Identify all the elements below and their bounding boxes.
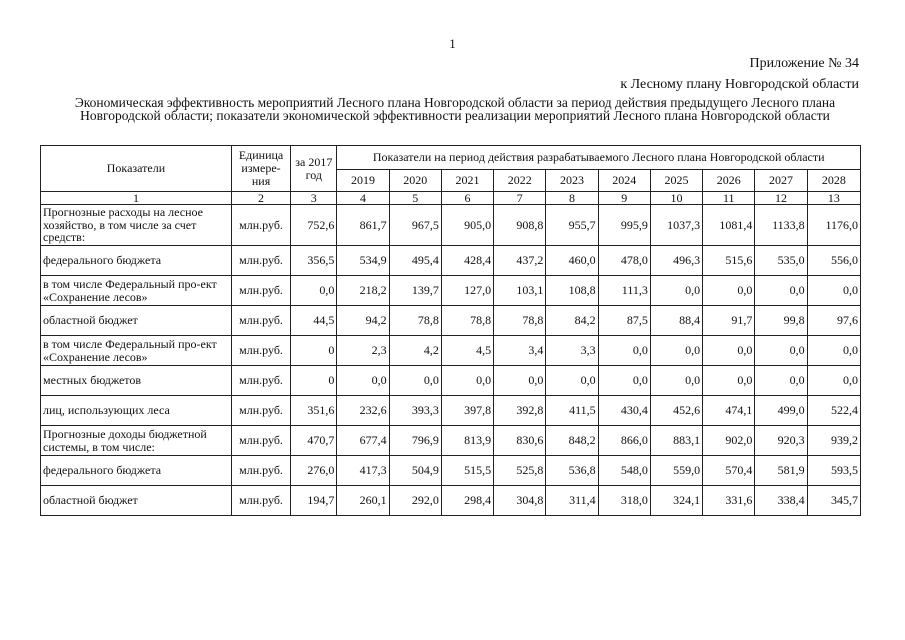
row-label: Прогнозные расходы на лесное хозяйство, в том числе за счет средств: — [41, 205, 232, 246]
value-cell: 902,0 — [703, 426, 755, 456]
value-cell: 535,0 — [755, 246, 807, 276]
value-cell: 298,4 — [441, 486, 493, 516]
row-unit: млн.руб. — [231, 426, 290, 456]
header-year: 2021 — [441, 170, 493, 192]
table-row — [41, 396, 861, 426]
column-number: 12 — [755, 192, 807, 205]
value-cell: 393,3 — [389, 396, 441, 426]
header-indicators: Показатели — [41, 146, 232, 192]
value-cell: 232,6 — [337, 396, 389, 426]
efficiency-table — [40, 145, 861, 516]
column-number: 7 — [494, 192, 546, 205]
value-cell: 428,4 — [441, 246, 493, 276]
value-cell: 356,5 — [291, 246, 337, 276]
value-cell: 525,8 — [494, 456, 546, 486]
column-number: 11 — [703, 192, 755, 205]
header-year: 2025 — [650, 170, 702, 192]
column-number: 1 — [41, 192, 232, 205]
value-cell: 0,0 — [755, 276, 807, 306]
value-cell: 3,3 — [546, 336, 598, 366]
header-year: 2020 — [389, 170, 441, 192]
header-2017: за 2017 год — [291, 146, 337, 192]
value-cell: 87,5 — [598, 306, 650, 336]
column-number: 4 — [337, 192, 389, 205]
value-cell: 495,4 — [389, 246, 441, 276]
value-cell: 955,7 — [546, 205, 598, 246]
column-number: 5 — [389, 192, 441, 205]
header-year: 2027 — [755, 170, 807, 192]
header-year: 2019 — [337, 170, 389, 192]
value-cell: 324,1 — [650, 486, 702, 516]
value-cell: 0,0 — [703, 336, 755, 366]
value-cell: 99,8 — [755, 306, 807, 336]
value-cell: 920,3 — [755, 426, 807, 456]
value-cell: 1176,0 — [807, 205, 860, 246]
table-row — [41, 276, 861, 306]
value-cell: 1133,8 — [755, 205, 807, 246]
value-cell: 515,5 — [441, 456, 493, 486]
row-unit: млн.руб. — [231, 336, 290, 366]
value-cell: 515,6 — [703, 246, 755, 276]
value-cell: 0,0 — [807, 276, 860, 306]
value-cell: 4,5 — [441, 336, 493, 366]
row-unit: млн.руб. — [231, 456, 290, 486]
row-unit: млн.руб. — [231, 306, 290, 336]
value-cell: 1037,3 — [650, 205, 702, 246]
row-unit: млн.руб. — [231, 205, 290, 246]
value-cell: 570,4 — [703, 456, 755, 486]
value-cell: 813,9 — [441, 426, 493, 456]
value-cell: 304,8 — [494, 486, 546, 516]
value-cell: 437,2 — [494, 246, 546, 276]
value-cell: 0,0 — [494, 366, 546, 396]
value-cell: 292,0 — [389, 486, 441, 516]
header-year: 2023 — [546, 170, 598, 192]
value-cell: 848,2 — [546, 426, 598, 456]
value-cell: 78,8 — [494, 306, 546, 336]
value-cell: 94,2 — [337, 306, 389, 336]
appendix-number: Приложение № 34 — [749, 56, 859, 71]
value-cell: 260,1 — [337, 486, 389, 516]
column-number: 2 — [231, 192, 290, 205]
value-cell: 417,3 — [337, 456, 389, 486]
value-cell: 0,0 — [598, 336, 650, 366]
value-cell: 311,4 — [546, 486, 598, 516]
value-cell: 478,0 — [598, 246, 650, 276]
value-cell: 752,6 — [291, 205, 337, 246]
header-period: Показатели на период действия разрабатываемого Лесного плана Новгородской области — [337, 146, 861, 170]
value-cell: 0,0 — [807, 336, 860, 366]
value-cell: 276,0 — [291, 456, 337, 486]
value-cell: 866,0 — [598, 426, 650, 456]
value-cell: 318,0 — [598, 486, 650, 516]
value-cell: 78,8 — [441, 306, 493, 336]
table-row — [41, 366, 861, 396]
row-label: федерального бюджета — [41, 246, 232, 276]
value-cell: 2,3 — [337, 336, 389, 366]
column-number: 13 — [807, 192, 860, 205]
column-number: 8 — [546, 192, 598, 205]
value-cell: 995,9 — [598, 205, 650, 246]
row-label: в том числе Федеральный про-ект «Сохранение лесов» — [41, 336, 232, 366]
value-cell: 0,0 — [755, 366, 807, 396]
row-label: областной бюджет — [41, 306, 232, 336]
value-cell: 351,6 — [291, 396, 337, 426]
value-cell: 411,5 — [546, 396, 598, 426]
value-cell: 677,4 — [337, 426, 389, 456]
value-cell: 345,7 — [807, 486, 860, 516]
value-cell: 534,9 — [337, 246, 389, 276]
header-year: 2026 — [703, 170, 755, 192]
value-cell: 88,4 — [650, 306, 702, 336]
value-cell: 84,2 — [546, 306, 598, 336]
value-cell: 0,0 — [337, 366, 389, 396]
row-unit: млн.руб. — [231, 366, 290, 396]
value-cell: 397,8 — [441, 396, 493, 426]
value-cell: 522,4 — [807, 396, 860, 426]
value-cell: 0,0 — [703, 366, 755, 396]
value-cell: 430,4 — [598, 396, 650, 426]
value-cell: 0 — [291, 336, 337, 366]
value-cell: 548,0 — [598, 456, 650, 486]
value-cell: 44,5 — [291, 306, 337, 336]
table-row — [41, 205, 861, 246]
value-cell: 0,0 — [598, 366, 650, 396]
value-cell: 0,0 — [650, 336, 702, 366]
value-cell: 967,5 — [389, 205, 441, 246]
value-cell: 103,1 — [494, 276, 546, 306]
value-cell: 504,9 — [389, 456, 441, 486]
value-cell: 593,5 — [807, 456, 860, 486]
value-cell: 581,9 — [755, 456, 807, 486]
table-row — [41, 486, 861, 516]
column-number: 10 — [650, 192, 702, 205]
value-cell: 0,0 — [703, 276, 755, 306]
value-cell: 0,0 — [650, 366, 702, 396]
value-cell: 331,6 — [703, 486, 755, 516]
value-cell: 536,8 — [546, 456, 598, 486]
row-unit: млн.руб. — [231, 486, 290, 516]
value-cell: 460,0 — [546, 246, 598, 276]
column-number: 9 — [598, 192, 650, 205]
value-cell: 499,0 — [755, 396, 807, 426]
document-title: Экономическая эффективность мероприятий Лесного плана Новгородской области за период действия предыдущего Лесного плана Новгородской области; показатели экономической эффективности реализации мероприятий Лесного плана Новгородской области — [74, 95, 836, 123]
row-label: лиц, использующих леса — [41, 396, 232, 426]
row-unit: млн.руб. — [231, 396, 290, 426]
value-cell: 139,7 — [389, 276, 441, 306]
column-number: 6 — [441, 192, 493, 205]
value-cell: 939,2 — [807, 426, 860, 456]
value-cell: 556,0 — [807, 246, 860, 276]
table-row — [41, 456, 861, 486]
value-cell: 392,8 — [494, 396, 546, 426]
value-cell: 559,0 — [650, 456, 702, 486]
value-cell: 474,1 — [703, 396, 755, 426]
value-cell: 78,8 — [389, 306, 441, 336]
value-cell: 97,6 — [807, 306, 860, 336]
value-cell: 0,0 — [807, 366, 860, 396]
value-cell: 111,3 — [598, 276, 650, 306]
value-cell: 0,0 — [291, 276, 337, 306]
value-cell: 4,2 — [389, 336, 441, 366]
value-cell: 127,0 — [441, 276, 493, 306]
header-unit: Единица измере-ния — [231, 146, 290, 192]
value-cell: 0,0 — [389, 366, 441, 396]
value-cell: 908,8 — [494, 205, 546, 246]
row-label: Прогнозные доходы бюджетной системы, в том числе: — [41, 426, 232, 456]
row-unit: млн.руб. — [231, 276, 290, 306]
value-cell: 338,4 — [755, 486, 807, 516]
header-year: 2028 — [807, 170, 860, 192]
row-label: федерального бюджета — [41, 456, 232, 486]
value-cell: 470,7 — [291, 426, 337, 456]
value-cell: 0,0 — [755, 336, 807, 366]
value-cell: 0,0 — [546, 366, 598, 396]
value-cell: 496,3 — [650, 246, 702, 276]
value-cell: 108,8 — [546, 276, 598, 306]
value-cell: 194,7 — [291, 486, 337, 516]
page-number: 1 — [449, 36, 456, 51]
row-label: областной бюджет — [41, 486, 232, 516]
value-cell: 3,4 — [494, 336, 546, 366]
value-cell: 0,0 — [441, 366, 493, 396]
value-cell: 0,0 — [650, 276, 702, 306]
table-row — [41, 246, 861, 276]
value-cell: 861,7 — [337, 205, 389, 246]
table-row — [41, 336, 861, 366]
table-row — [41, 426, 861, 456]
row-label: в том числе Федеральный про-ект «Сохранение лесов» — [41, 276, 232, 306]
value-cell: 830,6 — [494, 426, 546, 456]
value-cell: 91,7 — [703, 306, 755, 336]
value-cell: 1081,4 — [703, 205, 755, 246]
appendix-reference: к Лесному плану Новгородской области — [620, 77, 859, 92]
header-year: 2024 — [598, 170, 650, 192]
row-label: местных бюджетов — [41, 366, 232, 396]
value-cell: 883,1 — [650, 426, 702, 456]
value-cell: 0 — [291, 366, 337, 396]
value-cell: 452,6 — [650, 396, 702, 426]
row-unit: млн.руб. — [231, 246, 290, 276]
table-row — [41, 306, 861, 336]
column-number: 3 — [291, 192, 337, 205]
value-cell: 218,2 — [337, 276, 389, 306]
value-cell: 796,9 — [389, 426, 441, 456]
value-cell: 905,0 — [441, 205, 493, 246]
header-year: 2022 — [494, 170, 546, 192]
